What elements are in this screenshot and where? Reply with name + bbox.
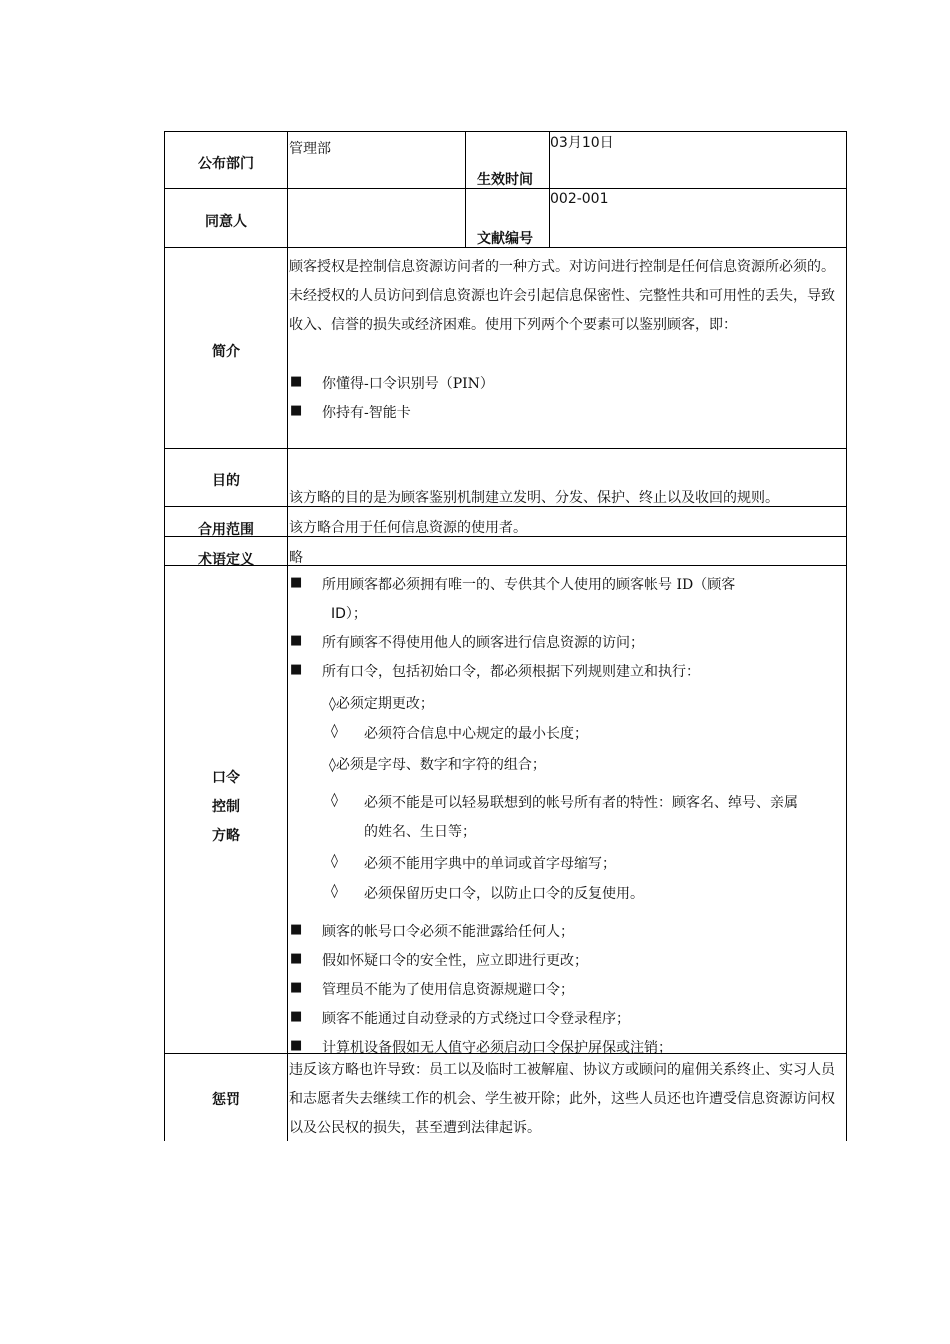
rule-min-length: 必须符合信息中心规定的最小长度；	[364, 726, 588, 742]
purpose-label: 目的	[212, 473, 240, 489]
scope-text: 该方略合用于任何信息资源的使用者。	[289, 520, 527, 536]
dept-value: 管理部	[289, 141, 331, 157]
diamond-icon: ◊	[331, 853, 338, 869]
policy-bullet-change-if-suspect: 假如怀疑口令的安全性，应立即进行更改；	[322, 953, 588, 969]
table-border-top	[165, 131, 847, 132]
bullet-icon: ■	[290, 662, 303, 677]
rule-not-guessable: 必须不能是可以轻易联想到的帐号所有者的特性：顾客名、绰号、亲属	[364, 795, 798, 811]
diamond-icon: ◊	[331, 723, 338, 739]
policy-bullet-admin: 管理员不能为了使用信息资源规避口令；	[322, 982, 574, 998]
bullet-icon: ■	[290, 922, 303, 937]
scope-label: 合用范围	[198, 522, 254, 538]
bullet-icon: ■	[290, 403, 303, 418]
purpose-text: 该方略的目的是为顾客鉴别机制建立发明、分发、保护、终止以及收回的规则。	[289, 490, 779, 506]
rule-no-dictionary: 必须不能用字典中的单词或首字母缩写；	[364, 856, 616, 872]
intro-bullet-pin: 你懂得-口令识别号（PIN）	[322, 376, 494, 392]
row-divider	[165, 448, 847, 449]
penalty-label: 惩罚	[212, 1092, 240, 1108]
effective-date-value: 03月10日	[550, 135, 614, 151]
bullet-icon: ■	[290, 575, 303, 590]
policy-bullet-unique-id: 所用顾客都必须拥有唯一的、专供其个人使用的顾客帐号 ID（顾客	[322, 577, 736, 593]
doc-number-label: 文献编号	[477, 231, 533, 247]
policy-label-line2: 控制	[212, 799, 240, 815]
bullet-icon: ■	[290, 1009, 303, 1024]
policy-bullet-no-autologin: 顾客不能通过自动登录的方式绕过口令登录程序；	[322, 1011, 630, 1027]
dept-label: 公布部门	[198, 156, 254, 172]
policy-bullet-unique-id-cont: ID）；	[331, 606, 367, 622]
bullet-icon: ■	[290, 633, 303, 648]
policy-label-line3: 方略	[212, 828, 240, 844]
policy-bullet-no-sharing: 所有顾客不得使用他人的顾客进行信息资源的访问；	[322, 635, 644, 651]
diamond-icon: ◊	[331, 792, 338, 808]
policy-bullet-screensaver: 计算机设备假如无人值守必须启动口令保护屏保或注销；	[322, 1040, 672, 1056]
policy-document-table	[164, 131, 847, 1141]
rule-change-periodically: ◊必须定期更改；	[329, 696, 434, 712]
rule-history: 必须保留历史口令，以防止口令的反复使用。	[364, 886, 644, 902]
intro-text: 顾客授权是控制信息资源访问者的一种方式。对访问进行控制是任何信息资源所必须的。未经授权的人员访问到信息资源也许会引起信息保密性、完整性共和可用性的丢失，导致收入、信誉的损失或经济困难。使用下列两个个要素可以鉴别顾客，即：	[289, 259, 835, 333]
approver-label: 同意人	[205, 214, 247, 230]
policy-bullet-password-rules: 所有口令，包括初始口令，都必须根据下列规则建立和执行：	[322, 664, 700, 680]
bullet-icon: ■	[290, 1038, 303, 1053]
table-border-right	[846, 131, 847, 1141]
policy-bullet-no-disclosure: 顾客的帐号口令必须不能泄露给任何人；	[322, 924, 574, 940]
doc-number-value: 002-001	[550, 191, 609, 207]
policy-label-line1: 口令	[212, 770, 240, 786]
bullet-icon: ■	[290, 980, 303, 995]
bullet-icon: ■	[290, 374, 303, 389]
penalty-text: 违反该方略也许导致：员工以及临时工被解雇、协议方或顾问的雇佣关系终止、实习人员和志愿者失去继续工作的机会、学生被开除；此外，这些人员还也许遭受信息资源访问权以及公民权的损失，甚至遭到法律起诉。	[289, 1062, 835, 1136]
bullet-icon: ■	[290, 951, 303, 966]
effective-date-label: 生效时间	[477, 172, 533, 188]
column-divider	[287, 131, 288, 1141]
terms-label: 术语定义	[198, 552, 254, 568]
column-divider	[465, 131, 466, 247]
terms-text: 略	[289, 550, 303, 566]
diamond-icon: ◊	[331, 883, 338, 899]
intro-bullet-card: 你持有-智能卡	[322, 405, 411, 421]
intro-label: 简介	[212, 344, 240, 360]
rule-character-mix: ◊必须是字母、数字和字符的组合；	[329, 757, 546, 773]
rule-not-guessable-cont: 的姓名、生日等；	[364, 824, 476, 840]
